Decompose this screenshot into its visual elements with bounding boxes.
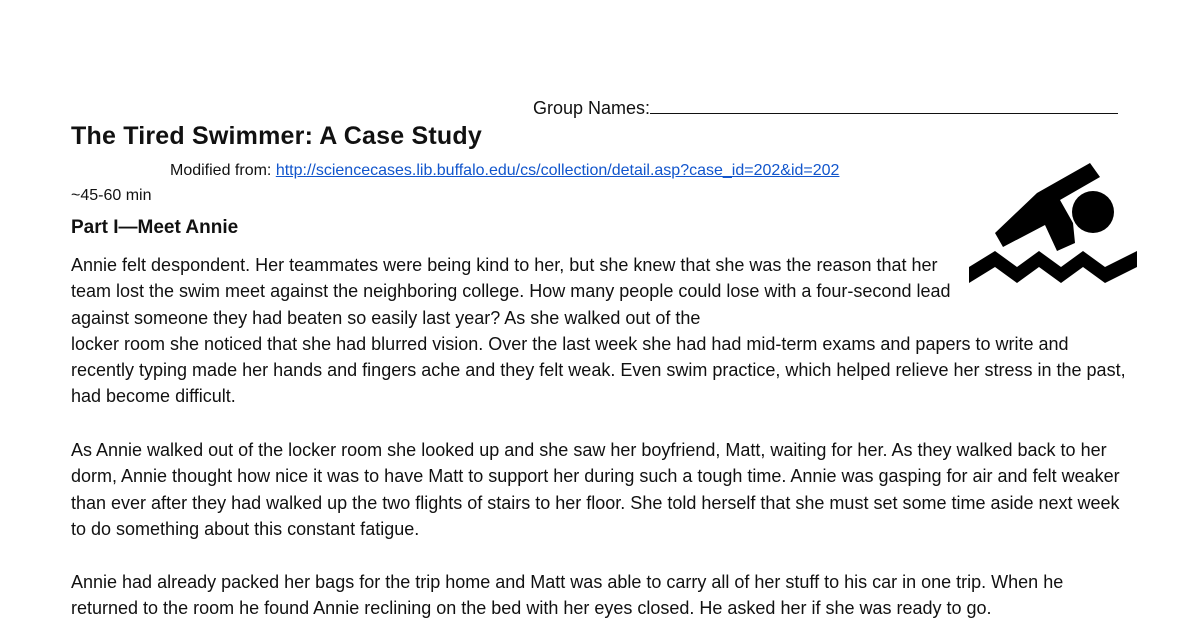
modified-from-label: Modified from: <box>170 162 276 179</box>
source-link[interactable]: http://sciencecases.lib.buffalo.edu/cs/collection/detail.asp?case_id=202&id=202 <box>275 162 840 179</box>
paragraph-1-wrapped: Annie felt despondent. Her teammates were being kind to her, but she knew that she was the reason that her team lost the swim meet against the neighboring college. How many people could lose with a four-second lead against someone they had beaten so easily last year? As she walked out of the <box>71 255 951 328</box>
part-heading: Part I—Meet Annie <box>71 217 239 238</box>
group-names-field <box>533 95 1118 119</box>
group-names-label: Group Names: <box>533 98 651 118</box>
modified-from-line <box>170 162 839 180</box>
group-names-blank-line <box>650 95 1118 114</box>
paragraph-2: As Annie walked out of the locker room she looked up and she saw her boyfriend, Matt, waiting for her. As they walked back to her dorm, Annie thought how nice it was to have Matt to support her during such a tough time. Annie was gasping for air and felt weaker than ever after they had walked up the two flights of stairs to her floor. She told herself that she must set some time aside next week to do something about this constant fatigue. <box>71 440 1120 539</box>
swimmer-icon <box>965 155 1140 290</box>
duration-text: ~45-60 min <box>71 187 152 204</box>
document-title: The Tired Swimmer: A Case Study <box>71 122 482 150</box>
paragraph-3: Annie had already packed her bags for the trip home and Matt was able to carry all of her stuff to his car in one trip. When he returned to the room he found Annie reclining on the bed with her eyes closed. He asked her if she was ready to go. <box>71 572 1064 619</box>
paragraph-1-continued: locker room she noticed that she had blurred vision. Over the last week she had had mid-term exams and papers to write and recently typing made her hands and fingers ache and they felt weak. Even swim practice, which helped relieve her stress in the past, had become difficult. <box>71 333 1126 407</box>
